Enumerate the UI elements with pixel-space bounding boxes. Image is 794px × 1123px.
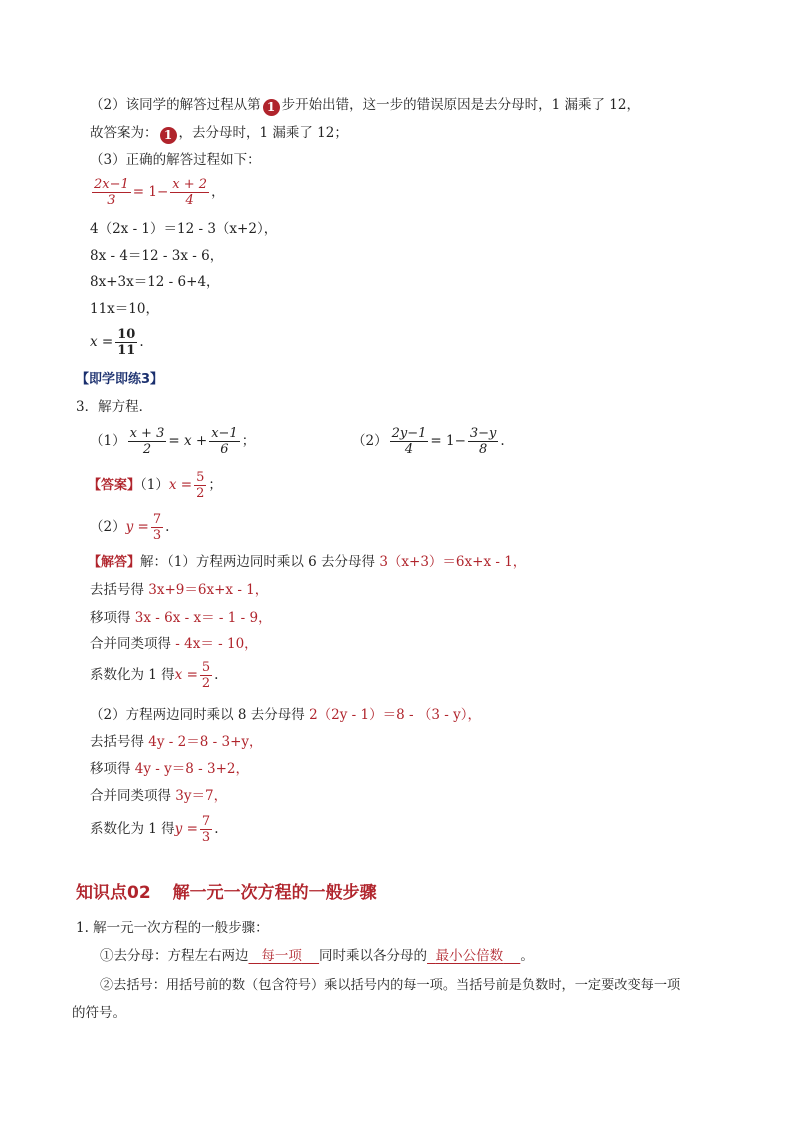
part3-equation-1	[90, 176, 225, 208]
part3-title: （3）正确的解答过程如下：	[90, 152, 261, 168]
denominator: 6	[220, 442, 229, 457]
step-expr: 3x+9＝6x+x - 1，	[148, 582, 269, 598]
denominator: 4	[404, 442, 414, 457]
solution-tag: 【解答】	[88, 555, 141, 570]
ans2-label: （2）	[90, 519, 126, 535]
answer-tag: 【答案】	[88, 478, 141, 493]
numerator: 2y−1	[391, 426, 427, 441]
solution-expr: 3（x+3）＝6x+x - 1，	[379, 554, 527, 570]
solution-line-7	[90, 732, 263, 752]
practice-problem: 3．解方程．	[76, 399, 153, 415]
solution-line-9	[90, 786, 227, 806]
step1-fill-1-text: 每一项	[261, 948, 302, 964]
solution-line-3	[90, 608, 272, 628]
ans1-label: （1）	[140, 477, 169, 493]
numerator: 2x−1	[94, 177, 129, 192]
answer-text-b: ，去分母时，1 漏乘了 12；	[178, 125, 348, 141]
denominator: 2	[201, 676, 211, 691]
answer-line-1	[88, 468, 222, 503]
part2-line2	[90, 123, 348, 144]
ans2-frac	[151, 512, 163, 543]
step-end: .	[214, 821, 219, 837]
step1-end: 。	[520, 948, 534, 964]
part3-step-2: 4（2x - 1）＝12 - 3（x+2），	[90, 221, 278, 237]
solution-line-2	[90, 580, 268, 600]
eq1-end: ；	[241, 433, 256, 449]
part2-text-a: （2）该同学的解答过程从第	[90, 97, 261, 113]
knowledge-heading-text: 解一元一次方程的一般步骤	[172, 883, 377, 903]
practice-header: 【即学即练3】	[76, 372, 164, 387]
denominator: 2	[196, 486, 205, 501]
numerator: 3−y	[469, 426, 497, 441]
eq2-frac-2	[468, 426, 499, 457]
step-expr: 4y - 2＝8 - 3+y，	[148, 734, 263, 750]
step1-text-b: 同时乘以各分母的	[319, 948, 428, 964]
part2-text-b: 步开始出错，这一步的错误原因是去分母时，1 漏乘了 12，	[281, 97, 640, 113]
fraction-rhs	[170, 177, 209, 208]
part3-step-6	[90, 326, 144, 358]
numerator: 7	[201, 814, 211, 829]
knowledge-heading-number: 知识点02	[76, 883, 151, 903]
eq1-frac-2	[209, 426, 240, 457]
part2-line1	[90, 95, 640, 116]
answer-line-2	[90, 510, 169, 544]
step-expr: 3x - 6x - x＝ - 1 - 9，	[134, 610, 272, 626]
numerator: x + 2	[172, 177, 208, 192]
denominator: 2	[142, 442, 152, 457]
step-label: 移项得	[90, 610, 135, 626]
period: .	[139, 334, 144, 350]
denominator: 3	[201, 830, 211, 845]
numerator: 10	[117, 327, 136, 342]
ans1-lhs: x =	[168, 477, 193, 493]
step-label: 系数化为 1 得	[90, 821, 175, 837]
denominator: 3	[107, 193, 116, 208]
step-label: 去括号得	[90, 582, 149, 598]
eq2-end: .	[500, 433, 505, 449]
part3-step-4: 8x+3x＝12 - 6+4，	[90, 274, 220, 290]
step-expr: 3y＝7，	[175, 788, 228, 804]
step-label: （2）方程两边同时乘以 8 去分母得	[90, 707, 310, 723]
solution-line-8	[90, 759, 249, 779]
ans2-lhs: y =	[125, 519, 149, 535]
step-label: 合并同类项得	[90, 636, 176, 652]
eq2-frac-1	[390, 426, 429, 457]
x-equals: x =	[90, 334, 114, 350]
step1-fill-2-text: 最小公倍数	[435, 948, 504, 964]
numerator: x + 3	[129, 426, 165, 441]
ans1-frac	[194, 470, 206, 501]
step-label: 去括号得	[90, 734, 149, 750]
solution-line-1	[88, 552, 526, 573]
part3-step-3: 8x - 4＝12 - 3x - 6，	[90, 248, 224, 264]
solution-line-5	[90, 658, 218, 692]
circled-number-2: 1	[160, 127, 177, 144]
comma: ，	[211, 184, 225, 200]
knowledge-heading	[76, 880, 377, 906]
knowledge-step-2: ②去括号：用括号前的数（包含符号）乘以括号内的每一项。当括号前是负数时，一定要改变每一项	[100, 978, 681, 993]
step1-fill-1	[249, 948, 320, 964]
equation-2	[352, 424, 505, 458]
eq1-label: （1）	[90, 433, 126, 449]
step-label: 系数化为 1 得	[90, 667, 175, 683]
numerator: 5	[196, 470, 205, 485]
eq2-mid: = 1−	[430, 433, 466, 449]
knowledge-step-1	[100, 946, 534, 966]
fraction-lhs	[92, 177, 131, 208]
solution-text: 解：（1）方程两边同时乘以 6 去分母得	[140, 554, 380, 570]
denominator: 4	[185, 193, 194, 208]
denominator: 11	[117, 343, 136, 358]
circled-number-1: 1	[263, 99, 280, 116]
denominator: 3	[152, 528, 162, 543]
answer-text-a: 故答案为：	[90, 125, 158, 141]
solution-line-10	[90, 812, 218, 846]
step-expr: 2（2y - 1）＝8 - （3 - y），	[309, 707, 481, 723]
numerator: 5	[201, 660, 211, 675]
knowledge-intro: 1. 解一元一次方程的一般步骤：	[76, 920, 269, 936]
step-label: 移项得	[90, 761, 135, 777]
denominator: 8	[479, 442, 488, 457]
step-lhs: y =	[174, 821, 198, 837]
knowledge-step-2-cont: 的符号。	[72, 1005, 126, 1021]
step1-text-a: ①去分母：方程左右两边	[100, 948, 249, 964]
part3-step-5: 11x＝10，	[90, 301, 159, 317]
eq1-mid: = x +	[168, 433, 208, 449]
solution-line-6	[90, 705, 481, 725]
step-lhs: x =	[174, 667, 198, 683]
equals-one-minus: = 1−	[132, 184, 169, 200]
eq2-label: （2）	[352, 433, 388, 449]
step-frac	[200, 660, 212, 691]
step-label: 合并同类项得	[90, 788, 176, 804]
solution-line-4	[90, 634, 258, 654]
fraction-result	[115, 327, 137, 358]
ans1-end: ；	[208, 477, 222, 493]
step-frac	[200, 814, 212, 845]
eq1-frac-1	[128, 426, 167, 457]
step1-fill-2	[427, 948, 520, 964]
ans2-end: .	[165, 519, 170, 535]
step-end: .	[214, 667, 219, 683]
equation-1	[90, 424, 255, 458]
numerator: 7	[152, 512, 162, 527]
step-expr: - 4x＝ - 10，	[175, 636, 258, 652]
step-expr: 4y - y＝8 - 3+2，	[134, 761, 250, 777]
numerator: x−1	[211, 426, 238, 441]
